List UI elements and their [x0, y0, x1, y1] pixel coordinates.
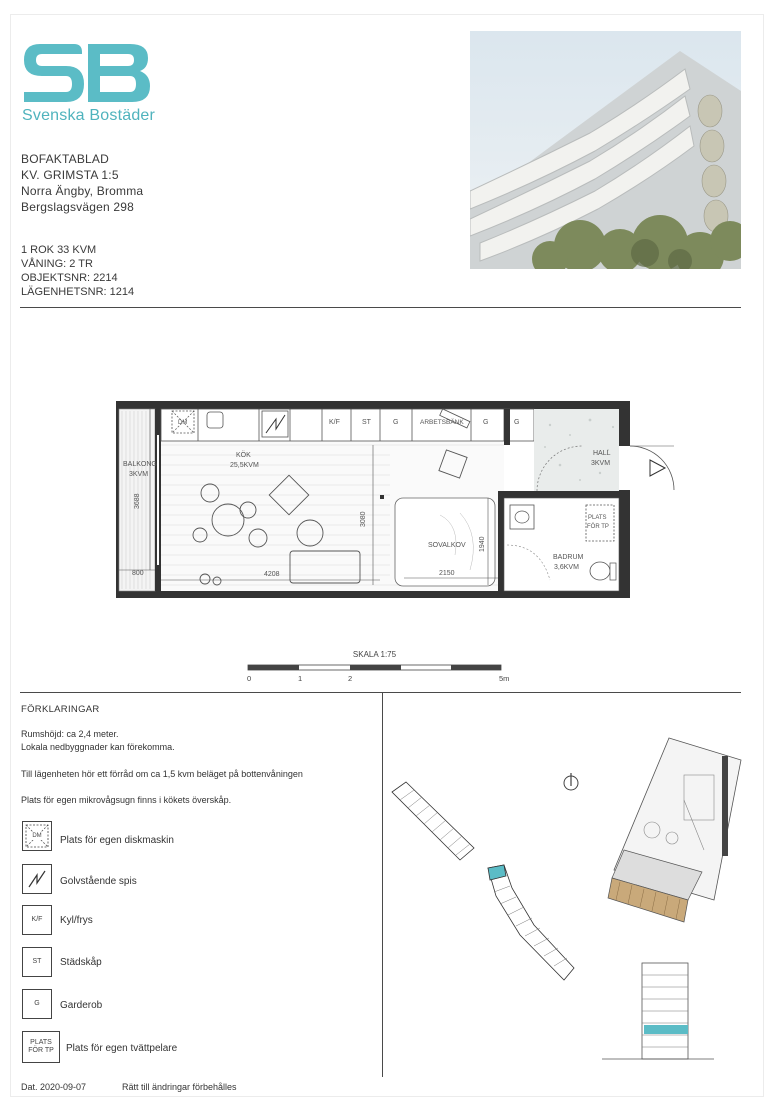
- legend-fridge-symbol: [22, 905, 52, 935]
- logo: [22, 40, 156, 130]
- hall-area: 3KVM: [591, 460, 611, 467]
- legend-g-text: G: [34, 1000, 40, 1007]
- column-divider: [382, 692, 383, 1077]
- balcony-area: 3KVM: [129, 471, 149, 478]
- explanations-title: FÖRKLARINGAR: [21, 704, 100, 715]
- site-plan: [384, 700, 744, 1080]
- floor-plan-drawing: [110, 395, 690, 605]
- apartment-3d-view: [608, 738, 741, 922]
- legend-fridge-label: Kyl/frys: [60, 915, 93, 926]
- sb-logo-icon: [22, 40, 152, 106]
- legend-wardrobe-label: Garderob: [60, 1000, 103, 1011]
- legend-dm-text: DM: [32, 833, 42, 839]
- scale-tick-0: 0: [247, 674, 252, 683]
- microwave-note: Plats för egen mikrovågsugn finns i kökets överskåp.: [21, 795, 232, 805]
- block-name: KV. GRIMSTA 1:5: [21, 168, 119, 182]
- hall-label: HALL: [593, 450, 611, 457]
- legend-stove-symbol: [22, 864, 52, 894]
- apartment-floor: VÅNING: 2 TR: [21, 258, 93, 270]
- legend-dishwasher-symbol: [22, 821, 52, 851]
- scale-tick-1: 1: [298, 674, 303, 683]
- kitchen-label: KÖK: [236, 452, 251, 459]
- wardrobe-label-3: G: [514, 419, 520, 426]
- legend-laundry-symbol: [22, 1031, 60, 1063]
- laundry-place-label-2: FÖR TP: [587, 524, 609, 530]
- footer-date: Dat. 2020-09-07: [21, 1082, 87, 1092]
- stove-icon: [24, 866, 50, 892]
- legend-stove-label: Golvstående spis: [60, 876, 137, 887]
- north-arrow-icon: [564, 773, 578, 790]
- header-info: [21, 151, 281, 215]
- alcove-label: SOVALKOV: [428, 542, 466, 549]
- legend-cleaning-symbol: [22, 947, 52, 977]
- legend-laundry-label: Plats för egen tvättpelare: [66, 1043, 178, 1054]
- bathroom-label: BADRUM: [553, 554, 584, 561]
- worktop-label: ARBETSBÄNK: [420, 419, 464, 426]
- dim-alcove-width: 2150: [439, 570, 455, 577]
- scale-tick-2: 2: [348, 674, 353, 683]
- dishwasher-label: DM: [178, 420, 188, 426]
- legend-tp-text: PLATS FÖR TP: [28, 1039, 54, 1054]
- balcony-label: BALKONG: [123, 461, 157, 468]
- apartment-number: LÄGENHETSNR: 1214: [21, 286, 135, 298]
- storage-note: Till lägenheten hör ett förråd om ca 1,5 kvm beläget på bottenvåningen: [21, 769, 303, 779]
- dim-room-height: 3080: [360, 511, 367, 527]
- apartment-size: 1 ROK 33 KVM: [21, 244, 97, 256]
- building-photo: [470, 31, 741, 269]
- legend-wardrobe-symbol: [22, 989, 52, 1019]
- address: Bergslagsvägen 298: [21, 200, 135, 214]
- apartment-info: [21, 243, 281, 299]
- legend-cleaning-label: Städskåp: [60, 957, 102, 968]
- company-name: Svenska Bostäder: [22, 107, 156, 124]
- ceiling-height-note: Rumshöjd: ca 2,4 meter.: [21, 729, 119, 739]
- wardrobe-label-2: G: [483, 419, 489, 426]
- header-divider: [20, 307, 741, 308]
- kitchen-area: 25,5KVM: [230, 462, 259, 469]
- object-number: OBJEKTSNR: 2214: [21, 272, 118, 284]
- legend-kf-text: K/F: [31, 916, 43, 923]
- legend-st-text: ST: [32, 958, 42, 965]
- scale-bar-graphic: [247, 662, 517, 680]
- dim-balcony-height: 3688: [134, 493, 141, 509]
- cleaning-cabinet-label: ST: [362, 419, 371, 426]
- scale-bar: [247, 648, 517, 688]
- dim-balcony-width: 800: [132, 570, 144, 577]
- bathroom-area: 3,6KVM: [554, 564, 579, 571]
- building-section: [602, 963, 714, 1059]
- lowered-ceilings-note: Lokala nedbyggnader kan förekomma.: [21, 742, 175, 752]
- scale-label: SKALA 1:75: [352, 650, 397, 659]
- laundry-place-label-1: PLATS: [588, 515, 607, 521]
- doc-type: BOFAKTABLAD: [21, 152, 110, 166]
- footer-notice: Rätt till ändringar förbehålles: [122, 1082, 237, 1092]
- legend-dishwasher-label: Plats för egen diskmaskin: [60, 835, 174, 846]
- dim-kitchen-width: 4208: [264, 571, 280, 578]
- dim-alcove-height: 1940: [479, 536, 486, 552]
- wardrobe-label-1: G: [393, 419, 399, 426]
- floor-plan: [110, 395, 690, 605]
- site-plan-drawing: [384, 700, 744, 1080]
- fridge-label: K/F: [329, 419, 340, 426]
- scale-tick-5m: 5m: [499, 674, 510, 683]
- area-name: Norra Ängby, Bromma: [21, 184, 144, 198]
- section-divider: [20, 692, 741, 693]
